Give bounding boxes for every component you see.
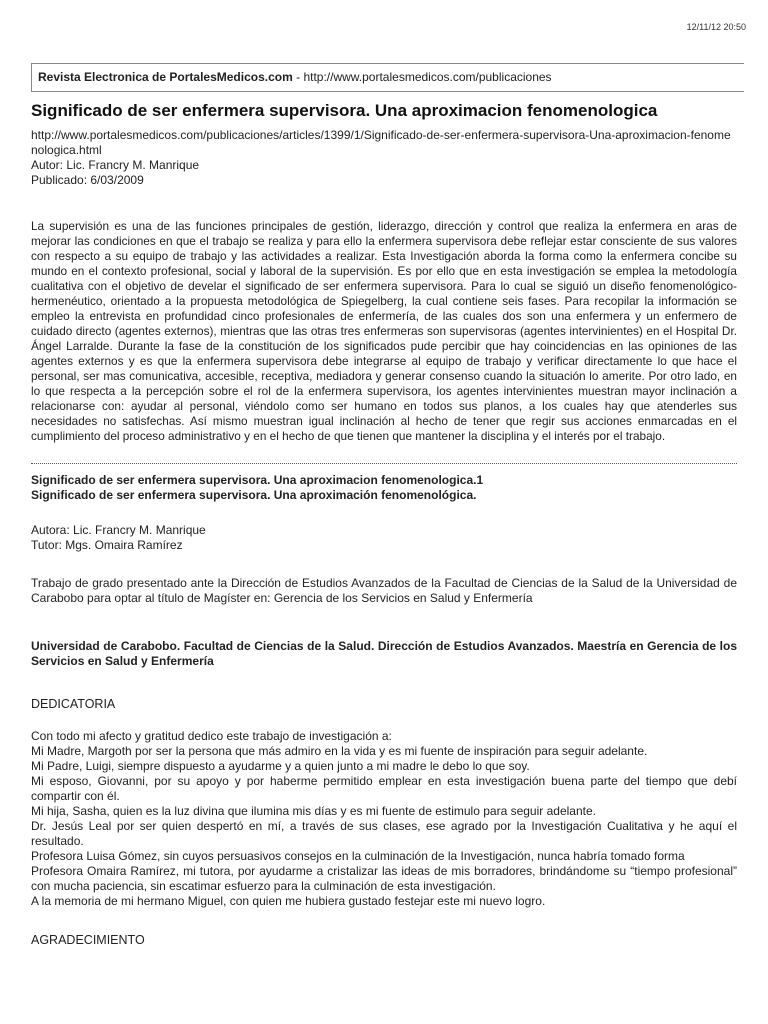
dedication-line: A la memoria de mi hermano Miguel, con quien me hubiera gustado festejar este mi nuevo logro. xyxy=(31,894,546,908)
article-meta xyxy=(31,128,737,188)
dedication-line: Dr. Jesús Leal por ser quien despertó en mí, a través de sus clases, ese agrado por la Investigación Cualitativa y he aquí el resultado. xyxy=(31,819,737,848)
article-title: Significado de ser enfermera supervisora. Una aproximacion fenomenologica xyxy=(31,101,658,120)
article-content xyxy=(31,100,737,948)
article-abstract: La supervisión es una de las funciones principales de gestión, liderazgo, dirección y control que realiza la enfermera en aras de mejorar las condiciones en que el trabajo se realiza y para ello la enfermera supervisora debe reflejar estar consciente de sus valores con respecto a su equipo de trabajo y las actividades a realizar. Esta Investigación aborda la forma como la enfermera concibe su mundo en el contexto profesional, social y laboral de la supervisión. Es por ello que en esta investigación se emplea la metodología cualitativa con el objetivo de develar el significado de ser enfermera supervisora. Para lo cual se siguió un diseño fenomenológico-hermenéutico, orientado a la propuesta metodológica de Spiegelberg, la cual contiene seis fases. Para recopilar la información se empleo la entrevista en profundidad cinco profesionales de enfermería, de las cuales dos son una enfermera y un enfermero de cuidado directo (agentes externos), mientras que las otras tres enfermeras son supervisoras (agentes intervinientes) en el Hospital Dr. Ángel Larralde. Durante la fase de la constitución de los significados pude percibir que hay coincidencias en las opiniones de las agentes externos y es que la enfermera supervisora debe integrarse al equipo de trabajo y verificar directamente lo que hace el personal, ser mas comunicativa, accesible, receptiva, mediadora y generar consenso cuando la situación lo amerite. Por otro lado, en lo que respecta a la percepción sobre el rol de la enfermera supervisora, los agentes intervinientes muestran mayor inclinación a relacionarse con: ayudar al personal, viéndolo como ser humano en todos sus planos, a los cuales hay que atenderles sus necesidades no satisfechas. Así mismo muestran igual inclinación al hecho de tener que regir sus acciones enmarcadas en el cumplimiento del proceso administrativo y en el hecho de que tienen que mantener la disciplina y el interés por el trabajo. xyxy=(31,219,737,443)
dedication-line: Mi Padre, Luigi, siempre dispuesto a ayudarme y a quien junto a mi madre le debo lo que soy. xyxy=(31,759,530,773)
document-title-line-1: Significado de ser enfermera supervisora. Una aproximacion fenomenologica.1 xyxy=(31,473,484,487)
dedication-line: Profesora Luisa Gómez, sin cuyos persuasivos consejos en la culminación de la Investigación, nunca habría tomado forma xyxy=(31,849,685,863)
site-url[interactable]: http://www.portalesmedicos.com/publicaciones xyxy=(303,70,552,84)
acknowledgement-heading: AGRADECIMIENTO xyxy=(31,933,145,947)
page-date: 12/11/12 20:50 xyxy=(686,22,746,32)
dedication-line: Mi hija, Sasha, quien es la luz divina que ilumina mis días y es mi fuente de estimulo para seguir adelante. xyxy=(31,804,596,818)
article-published-date: Publicado: 6/03/2009 xyxy=(31,173,144,187)
dedication-line: Con todo mi afecto y gratitud dedico este trabajo de investigación a: xyxy=(31,729,392,743)
publication-header xyxy=(31,63,744,92)
document-tutor: Tutor: Mgs. Omaira Ramírez xyxy=(31,538,183,552)
degree-statement: Trabajo de grado presentado ante la Dirección de Estudios Avanzados de la Facultad de Ciencias de la Salud de la Universidad de Carabobo para optar al título de Magíster en: Gerencia de los Servicios en Salud y Enfermería xyxy=(31,576,737,605)
document-author: Autora: Lic. Francry M. Manrique xyxy=(31,523,206,537)
document-title-line-2: Significado de ser enfermera supervisora. Una aproximación fenomenológica. xyxy=(31,488,477,502)
dedication-list xyxy=(31,729,737,909)
site-name[interactable]: Revista Electronica de PortalesMedicos.com xyxy=(38,70,293,84)
university-affiliation: Universidad de Carabobo. Facultad de Ciencias de la Salud. Dirección de Estudios Avanzados. Maestría en Gerencia de los Servicios en Salud y Enfermería xyxy=(31,639,737,668)
article-author: Autor: Lic. Francry M. Manrique xyxy=(31,158,200,172)
dedication-line: Profesora Omaira Ramírez, mi tutora, por ayudarme a cristalizar las ideas de mis borradores, brindándome su “tiempo profesional” con mucha paciencia, sin escatimar esfuerzo para la culminación de esta investigación. xyxy=(31,864,737,893)
dedication-heading: DEDICATORIA xyxy=(31,697,116,711)
header-separator: - xyxy=(292,70,304,84)
article-url[interactable]: http://www.portalesmedicos.com/publicaciones/articles/1399/1/Significado-de-ser-enfermera-supervisora-Una-aproximacion-fenomenologica.html xyxy=(31,128,731,157)
document-credits xyxy=(31,523,737,553)
dotted-separator xyxy=(31,463,737,464)
dedication-line: Mi Madre, Margoth por ser la persona que más admiro en la vida y es mi fuente de inspiración para seguir adelante. xyxy=(31,744,648,758)
dedication-line: Mi esposo, Giovanni, por su apoyo y por haberme permitido emplear en esta investigación buena parte del tiempo que debí compartir con él. xyxy=(31,774,737,803)
document-title xyxy=(31,473,737,503)
